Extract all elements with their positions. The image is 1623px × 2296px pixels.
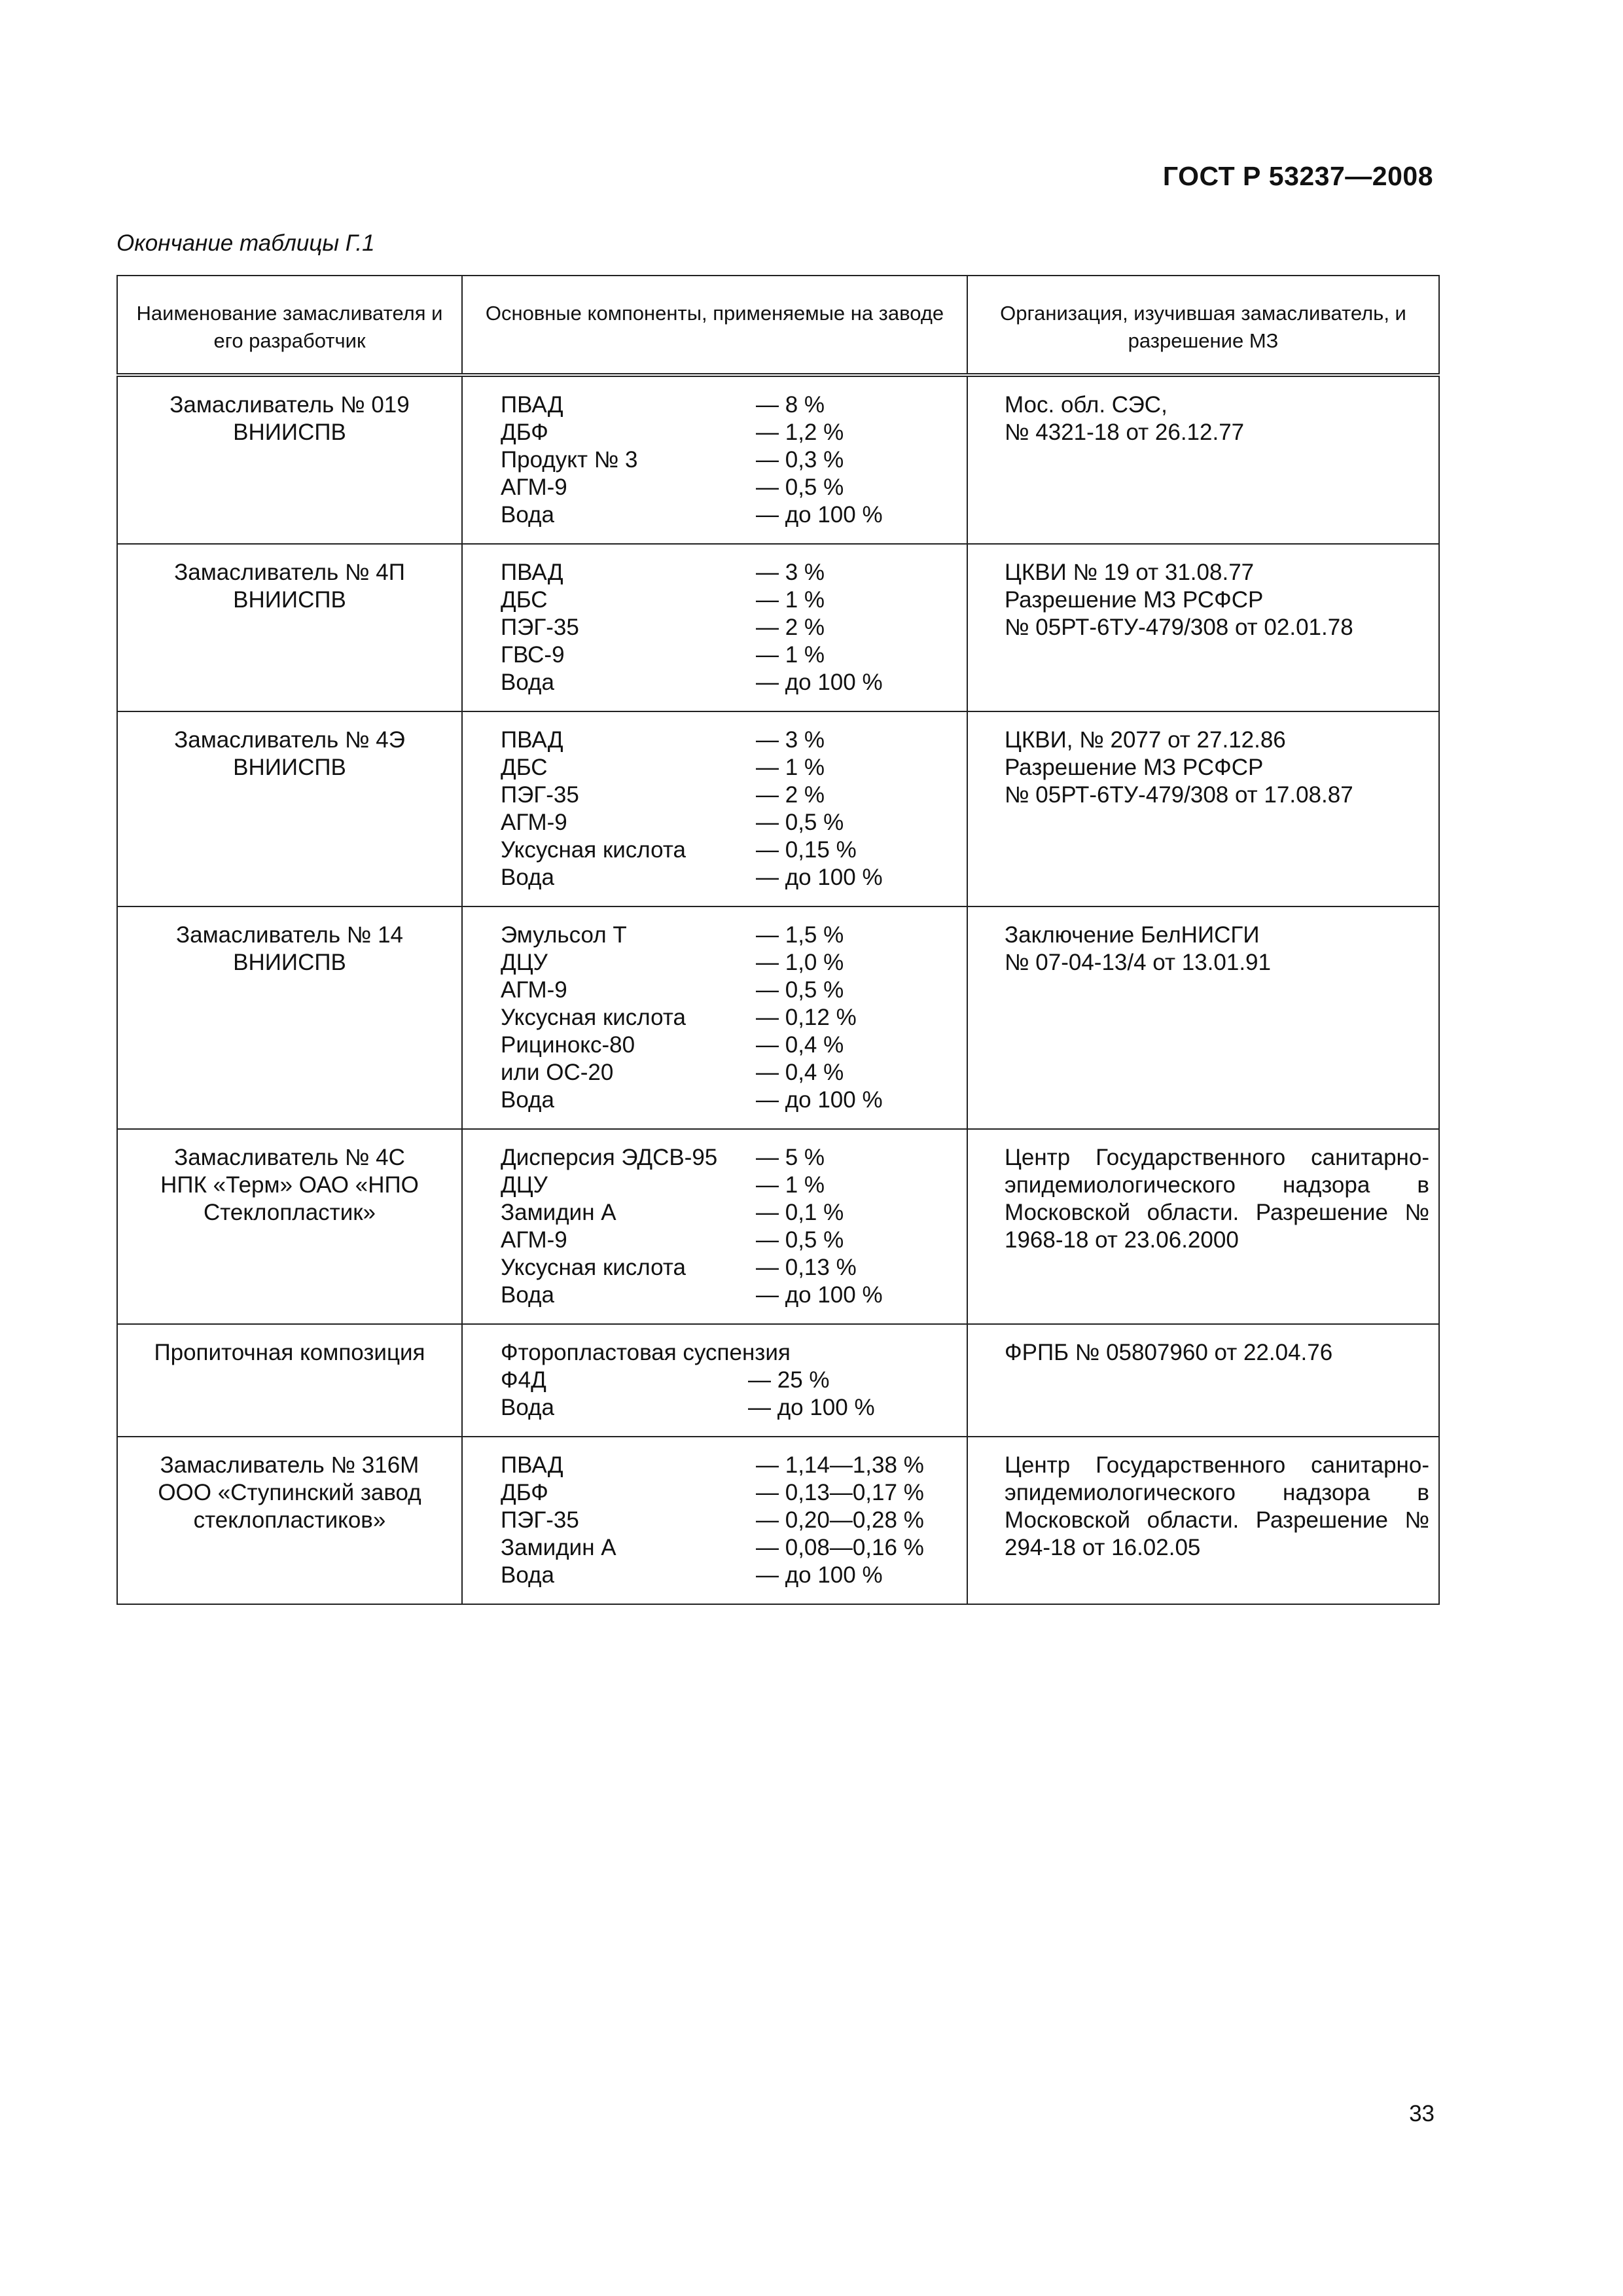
- component-amount: — 1 %: [756, 642, 825, 668]
- component-name: Рицинокс-80: [501, 1032, 635, 1058]
- organization-approval: Заключение БелНИСГИ № 07-04-13/4 от 13.01.91: [1005, 922, 1271, 975]
- component-amount: — 0,5 %: [756, 810, 844, 835]
- organization-cell: [967, 375, 1439, 544]
- component-amount: — до 100 %: [756, 1562, 883, 1588]
- component-name: Уксусная кислота: [501, 837, 686, 863]
- component-name: ПВАД: [501, 560, 563, 585]
- component-name: ДБС: [501, 587, 548, 613]
- component-name: ПЭГ-35: [501, 1507, 579, 1533]
- component-amount: — 0,13—0,17 %: [756, 1480, 924, 1505]
- table-body: [117, 375, 1439, 1604]
- component-amount: — 0,15 %: [756, 837, 857, 863]
- component-name: Вода: [501, 1282, 554, 1308]
- component-name: Ф4Д: [501, 1367, 546, 1393]
- lubricant-name: Замасливатель № 14 ВНИИСПВ: [175, 922, 404, 975]
- component-name: ПВАД: [501, 727, 563, 753]
- component-amount: — 1 %: [756, 755, 825, 780]
- component-group-heading: Фторопластовая суспензия: [501, 1340, 791, 1365]
- component-name: ПЭГ-35: [501, 615, 579, 640]
- components-cell: [462, 1324, 967, 1437]
- table-row: [117, 906, 1439, 1129]
- table-row: [117, 375, 1439, 544]
- standard-header: ГОСТ Р 53237—2008: [1162, 161, 1433, 191]
- lubricant-name-cell: [117, 906, 462, 1129]
- component-amount: — до 100 %: [756, 1087, 883, 1113]
- component-name: Замидин А: [501, 1535, 616, 1560]
- component-name: ДБФ: [501, 1480, 548, 1505]
- component-name: ГВС-9: [501, 642, 565, 668]
- lubricant-name-cell: [117, 544, 462, 711]
- component-amount: — 2 %: [756, 782, 825, 808]
- organization-approval: ФРПБ № 05807960 от 22.04.76: [1005, 1340, 1333, 1365]
- table-row: [117, 544, 1439, 711]
- component-name: Вода: [501, 1087, 554, 1113]
- component-name: АГМ-9: [501, 810, 567, 835]
- component-name: Дисперсия ЭДСВ-95: [501, 1145, 718, 1170]
- component-amount: — 1,2 %: [756, 420, 844, 445]
- lubricant-table: [116, 275, 1440, 1605]
- components-list: [501, 726, 959, 891]
- table-header: [117, 276, 1439, 375]
- lubricant-name-cell: [117, 711, 462, 906]
- component-amount: — 5 %: [756, 1145, 825, 1170]
- component-amount: — 0,4 %: [756, 1032, 844, 1058]
- component-name: ДЦУ: [501, 950, 548, 975]
- component-amount: — до 100 %: [756, 1282, 883, 1308]
- component-amount: — 2 %: [756, 615, 825, 640]
- components-cell: [462, 1129, 967, 1324]
- component-amount: — 0,20—0,28 %: [756, 1507, 924, 1533]
- components-list: [501, 1339, 959, 1422]
- component-amount: — 1 %: [756, 1172, 825, 1198]
- component-name: ДБФ: [501, 420, 548, 445]
- component-name: Вода: [501, 1562, 554, 1588]
- component-name: Продукт № 3: [501, 447, 638, 473]
- component-amount: — до 100 %: [756, 670, 883, 695]
- component-name: ПЭГ-35: [501, 782, 579, 808]
- lubricant-name-cell: [117, 1129, 462, 1324]
- lubricant-name: Замасливатель № 4Э ВНИИСПВ: [174, 727, 405, 780]
- component-amount: — 0,3 %: [756, 447, 844, 473]
- component-amount: — 0,12 %: [756, 1005, 857, 1030]
- organization-cell: [967, 1129, 1439, 1324]
- component-amount: — 0,5 %: [756, 1227, 844, 1253]
- component-name: Вода: [501, 1395, 554, 1420]
- lubricant-name-cell: [117, 375, 462, 544]
- component-amount: — 1 %: [756, 587, 825, 613]
- organization-approval: ЦКВИ, № 2077 от 27.12.86 Разрешение МЗ РСФСР № 05РТ-6ТУ-479/308 от 17.08.87: [1005, 727, 1353, 808]
- component-name: Уксусная кислота: [501, 1255, 686, 1280]
- component-amount: — 0,13 %: [756, 1255, 857, 1280]
- component-name: ПВАД: [501, 1452, 563, 1478]
- organization-approval: Центр Государственного санитарно-эпидемиологического надзора в Московской области. Разрешение № 1968-18 от 23.06.2000: [1005, 1145, 1429, 1253]
- organization-approval: ЦКВИ № 19 от 31.08.77 Разрешение МЗ РСФСР № 05РТ-6ТУ-479/308 от 02.01.78: [1005, 560, 1353, 640]
- components-list: [501, 1452, 959, 1589]
- table-row: [117, 1437, 1439, 1604]
- component-name: Замидин А: [501, 1200, 616, 1225]
- component-amount: — до 100 %: [748, 1395, 875, 1420]
- component-amount: — 1,0 %: [756, 950, 844, 975]
- component-amount: — 0,5 %: [756, 977, 844, 1003]
- component-name: ДЦУ: [501, 1172, 548, 1198]
- component-amount: — 3 %: [756, 727, 825, 753]
- page-number: 33: [1409, 2101, 1435, 2126]
- lubricant-name: Замасливатель № 019 ВНИИСПВ: [169, 392, 410, 445]
- component-name: АГМ-9: [501, 475, 567, 500]
- organization-cell: [967, 544, 1439, 711]
- organization-cell: [967, 711, 1439, 906]
- component-amount: — 0,1 %: [756, 1200, 844, 1225]
- organization-cell: [967, 906, 1439, 1129]
- column-header-name: Наименование замасливателя и его разработчик: [117, 276, 462, 375]
- components-list: [501, 559, 959, 696]
- lubricant-name: Замасливатель № 4П ВНИИСПВ: [174, 560, 405, 613]
- component-amount: — 3 %: [756, 560, 825, 585]
- component-name: Уксусная кислота: [501, 1005, 686, 1030]
- organization-approval: Центр Государственного санитарно-эпидемиологического надзора в Московской области. Разрешение № 294-18 от 16.02.05: [1005, 1452, 1429, 1560]
- component-amount: — 1,5 %: [756, 922, 844, 948]
- table-row: [117, 1129, 1439, 1324]
- components-cell: [462, 375, 967, 544]
- component-amount: — 0,08—0,16 %: [756, 1535, 924, 1560]
- component-name: Вода: [501, 670, 554, 695]
- component-amount: — до 100 %: [756, 865, 883, 890]
- table-row: [117, 711, 1439, 906]
- lubricant-name: Замасливатель № 4С НПК «Терм» ОАО «НПО Стеклопластик»: [160, 1145, 419, 1225]
- components-list: [501, 391, 959, 529]
- component-name: Вода: [501, 502, 554, 528]
- component-name: ПВАД: [501, 392, 563, 418]
- components-cell: [462, 1437, 967, 1604]
- component-name: ДБС: [501, 755, 548, 780]
- component-name: Вода: [501, 865, 554, 890]
- components-cell: [462, 544, 967, 711]
- component-amount: — 1,14—1,38 %: [756, 1452, 924, 1478]
- component-name: или ОС-20: [501, 1060, 614, 1085]
- header-row: [117, 276, 1439, 375]
- components-list: [501, 1144, 959, 1309]
- table-row: [117, 1324, 1439, 1437]
- component-amount: — 0,4 %: [756, 1060, 844, 1085]
- table-caption: Окончание таблицы Г.1: [116, 230, 375, 256]
- column-header-organization: Организация, изучившая замасливатель, и разрешение МЗ: [967, 276, 1439, 375]
- component-amount: — 25 %: [748, 1367, 830, 1393]
- components-list: [501, 922, 959, 1114]
- component-amount: — до 100 %: [756, 502, 883, 528]
- organization-approval: Мос. обл. СЭС, № 4321-18 от 26.12.77: [1005, 392, 1245, 445]
- component-name: АГМ-9: [501, 1227, 567, 1253]
- column-header-components: Основные компоненты, применяемые на заводе: [462, 276, 967, 375]
- lubricant-name-cell: [117, 1324, 462, 1437]
- organization-cell: [967, 1324, 1439, 1437]
- lubricant-name-cell: [117, 1437, 462, 1604]
- component-name: АГМ-9: [501, 977, 567, 1003]
- component-name: Эмульсол Т: [501, 922, 627, 948]
- component-amount: — 0,5 %: [756, 475, 844, 500]
- component-amount: — 8 %: [756, 392, 825, 418]
- components-cell: [462, 906, 967, 1129]
- components-cell: [462, 711, 967, 906]
- lubricant-name: Замасливатель № 316М ООО «Ступинский завод стеклопластиков»: [158, 1452, 421, 1533]
- organization-cell: [967, 1437, 1439, 1604]
- lubricant-name: Пропиточная композиция: [154, 1340, 425, 1365]
